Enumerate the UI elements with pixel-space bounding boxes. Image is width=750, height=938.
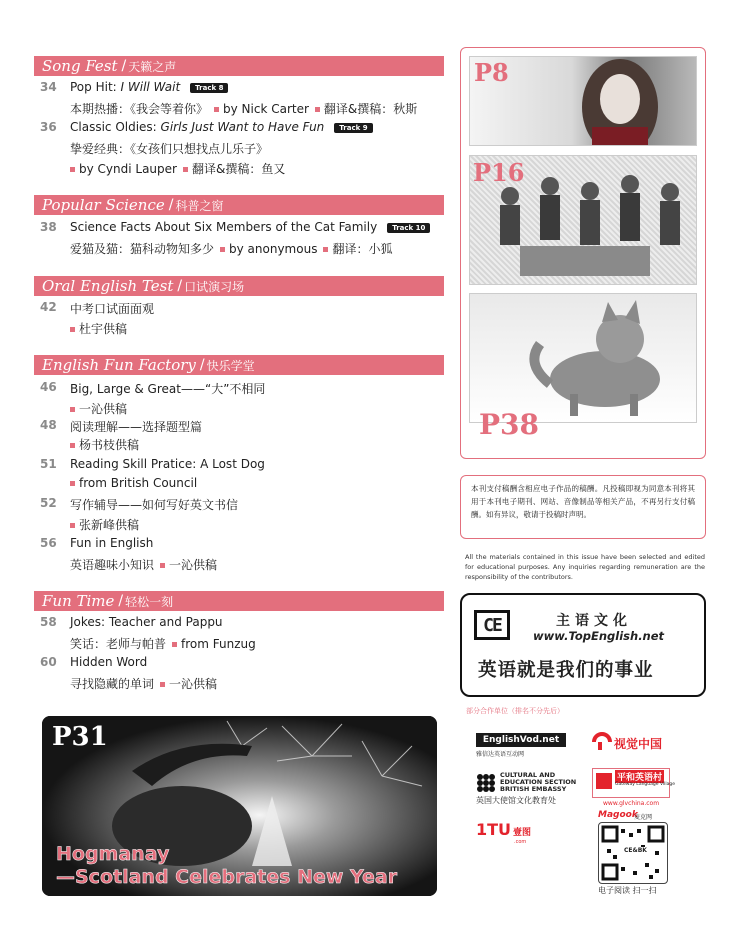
- credit: 翻译&撰稿：秋斯: [323, 102, 418, 116]
- toc-entry-credit: [70, 436, 139, 453]
- partners-title: 部分合作单位（排名不分先后）: [466, 707, 564, 715]
- bullet-square: [315, 107, 320, 112]
- bullet-square: [214, 107, 219, 112]
- cn-subtitle: 寻找隐藏的单词: [70, 677, 155, 691]
- toc-entry-credit: [70, 516, 139, 533]
- qr-caption: 电子阅读 扫一扫: [598, 886, 657, 895]
- section-sep: /: [177, 278, 183, 294]
- cn-subtitle: 英语趣味小知识: [70, 558, 155, 572]
- page-number: 48: [40, 418, 57, 432]
- toc-entry-credit: [70, 476, 197, 490]
- toc-entry-credit: [70, 240, 392, 257]
- section-header-english-fun-factory: [34, 355, 444, 375]
- page-number: 38: [40, 220, 57, 234]
- credit: from British Council: [79, 476, 198, 490]
- page-label-p38: P38: [479, 408, 540, 441]
- page-number: 34: [40, 80, 57, 94]
- section-sep: /: [121, 58, 127, 74]
- englishvod-subtitle: 雅信达英语互动网: [476, 751, 525, 758]
- shijue-logo-icon: [592, 732, 612, 752]
- british-embassy-text[interactable]: [500, 772, 576, 793]
- british-embassy-cn: 英国大使馆文化教育处: [476, 796, 556, 805]
- section-title-en: Song Fest: [42, 57, 118, 75]
- bullet-square: [70, 523, 75, 528]
- bullet-square: [183, 167, 188, 172]
- pinghe-url[interactable]: www.glvchina.com: [603, 800, 660, 807]
- section-title-cn: 科普之窗: [175, 198, 224, 213]
- toc-entry-title[interactable]: Big, Large & Great——“大”不相同: [70, 382, 266, 396]
- title-italic: Girls Just Want to Have Fun: [160, 120, 325, 134]
- ce-title: 主语文化: [556, 613, 632, 629]
- pinghe-icon: [596, 773, 612, 789]
- toc-entry-title[interactable]: Reading Skill Pratice: A Lost Dog: [70, 457, 265, 471]
- cn-subtitle: 挚爱经典：《女孩们只想找点儿乐子》: [70, 142, 269, 156]
- author: by anonymous: [229, 242, 318, 256]
- credit: 翻译：小狐: [332, 242, 393, 256]
- toc-entry-title[interactable]: Fun in English: [70, 536, 154, 550]
- credit: 一沁供稿: [79, 402, 128, 416]
- credit: 翻译&撰稿：鱼又: [191, 162, 286, 176]
- cn-subtitle: 爱猫及猫：猫科动物知多少: [70, 242, 215, 256]
- track-badge: Track 9: [334, 123, 372, 133]
- ce-logo: CE: [474, 610, 510, 640]
- page-number: 56: [40, 536, 57, 550]
- toc-entry-credit: [70, 320, 127, 337]
- bullet-square: [70, 443, 75, 448]
- page-label-p16: P16: [473, 158, 525, 187]
- author: by Cyndi Lauper: [79, 162, 177, 176]
- bullet-square: [70, 167, 75, 172]
- cat-icon: [470, 294, 697, 423]
- bullet-square: [172, 642, 177, 647]
- section-header-song-fest: [34, 56, 444, 76]
- credit: 一沁供稿: [169, 677, 218, 691]
- bullet-square: [70, 327, 75, 332]
- toc-entry-title[interactable]: 写作辅导——如何写好英文书信: [70, 498, 239, 512]
- section-sep: /: [168, 197, 174, 213]
- section-title-cn: 口试演习场: [184, 279, 245, 294]
- 1tu-name: 1TU: [476, 820, 512, 839]
- toc-entry-credit: [70, 100, 417, 117]
- toc-entry-credit: [70, 556, 217, 573]
- title: Science Facts About Six Members of the Cat Family: [70, 220, 378, 234]
- section-title-en: Popular Science: [42, 196, 165, 214]
- british-line: BRITISH EMBASSY: [500, 785, 567, 793]
- bullet-square: [220, 247, 225, 252]
- british-council-icon: [476, 773, 496, 793]
- bullet-square: [70, 407, 75, 412]
- track-badge: Track 10: [387, 223, 430, 233]
- ce-url[interactable]: www.TopEnglish.net: [533, 629, 665, 643]
- section-title-cn: 天籁之声: [128, 59, 177, 74]
- section-header-oral-english-test: [34, 276, 444, 296]
- remuneration-notice-en: All the materials contained in this issue have been selected and edited for educational purposes. Any inquiries regarding remuneration are the responsibility of the contributors.: [465, 553, 705, 581]
- credit: 杜宇供稿: [79, 322, 128, 336]
- bottom-caption-line2: —Scotland Celebrates New Year: [56, 866, 398, 888]
- bullet-square: [70, 481, 75, 486]
- section-title-en: Fun Time: [42, 592, 115, 610]
- ce-slogan: 英语就是我们的事业: [478, 660, 654, 681]
- toc-entry-title[interactable]: [70, 220, 430, 234]
- magook-cn: 麦克网: [634, 814, 653, 821]
- toc-entry-title[interactable]: 阅读理解——选择题型篇: [70, 420, 203, 434]
- section-title-en: Oral English Test: [42, 277, 174, 295]
- section-title-en: English Fun Factory: [42, 356, 196, 374]
- bullet-square: [160, 563, 165, 568]
- toc-entry-credit: [70, 400, 127, 417]
- bullet-square: [323, 247, 328, 252]
- page-number: 42: [40, 300, 57, 314]
- qr-code[interactable]: [598, 822, 668, 884]
- toc-entry-credit: [70, 635, 256, 652]
- credit: 张新峰供稿: [79, 518, 140, 532]
- title-prefix: Classic Oldies:: [70, 120, 161, 134]
- page-number: 46: [40, 380, 57, 394]
- bullet-square: [160, 682, 165, 687]
- section-sep: /: [118, 593, 124, 609]
- englishvod-logo[interactable]: EnglishVod.net: [476, 733, 566, 747]
- british-line: CULTURAL AND: [500, 771, 556, 779]
- photo-p38-cat[interactable]: [469, 293, 697, 423]
- section-title-cn: 快乐学堂: [206, 358, 255, 373]
- toc-entry-credit: [70, 675, 217, 692]
- page-number: 36: [40, 120, 57, 134]
- title-prefix: Pop Hit:: [70, 80, 121, 94]
- page-number: 52: [40, 496, 57, 510]
- toc-entry-title[interactable]: [70, 80, 228, 94]
- cn-subtitle: 笑话：老师与帕普: [70, 637, 167, 651]
- title-italic: I Will Wait: [120, 80, 181, 94]
- pinghe-logo[interactable]: [592, 768, 676, 798]
- magook-logo[interactable]: Magook: [598, 810, 638, 820]
- section-title-cn: 轻松一刻: [125, 594, 174, 609]
- cn-subtitle: 本期热播：《我会等着你》: [70, 102, 209, 116]
- page-number: 60: [40, 655, 57, 669]
- track-badge: Track 8: [190, 83, 228, 93]
- section-header-popular-science: [34, 195, 444, 215]
- 1tu-cn: 壹图: [513, 828, 532, 838]
- credit: 一沁供稿: [169, 558, 218, 572]
- bottom-caption-line1: Hogmanay: [56, 843, 170, 865]
- pinghe-subtitle: Gateway Language Village: [615, 782, 676, 787]
- page-number: 58: [40, 615, 57, 629]
- credit: from Funzug: [181, 637, 256, 651]
- shijue-logo-text[interactable]: 视觉中国: [614, 737, 663, 751]
- page-label-p8: P8: [474, 58, 509, 87]
- remuneration-notice-cn: 本刊支付稿酬含相应电子作品的稿酬。凡投稿即视为同意本刊将其用于本刊电子期刊、网站、音像制品等相关产品，不再另行支付稿酬。如有异议，敬请于投稿时声明。: [460, 475, 706, 539]
- page-label-p31: P31: [52, 722, 108, 752]
- pinghe-name: 平和英语村: [615, 770, 664, 783]
- credit: 杨书枝供稿: [79, 438, 140, 452]
- author: by Nick Carter: [223, 102, 309, 116]
- toc-entry-title[interactable]: 中考口试面面观: [70, 302, 155, 316]
- toc-entry-title[interactable]: Hidden Word: [70, 655, 148, 669]
- 1tu-domain: .com: [514, 839, 527, 845]
- page-number: 51: [40, 457, 57, 471]
- 1tu-logo[interactable]: [476, 820, 531, 839]
- toc-entry-credit: [70, 160, 285, 177]
- toc-entry-title[interactable]: Jokes: Teacher and Pappu: [70, 615, 223, 629]
- qr-center-label: CE&BK: [624, 847, 647, 854]
- section-sep: /: [199, 357, 205, 373]
- section-header-fun-time: [34, 591, 444, 611]
- british-line: EDUCATION SECTION: [500, 778, 577, 786]
- toc-entry-title[interactable]: [70, 120, 373, 134]
